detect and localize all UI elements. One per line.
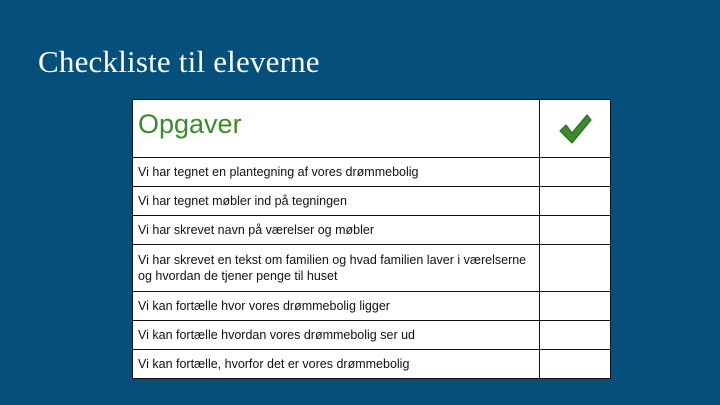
table-row xyxy=(133,350,611,379)
table-header-row xyxy=(133,100,611,158)
checkmark-icon xyxy=(557,112,593,146)
header-check-cell xyxy=(540,100,611,158)
table-row xyxy=(133,158,611,187)
task-label: Vi har tegnet møbler ind på tegningen xyxy=(133,187,540,216)
slide-title: Checkliste til eleverne xyxy=(38,44,320,79)
task-label: Vi har skrevet en tekst om familien og hvad familien laver i værelserne og hvordan de tjener penge til huset xyxy=(133,245,540,292)
table-row xyxy=(133,321,611,350)
checklist-table xyxy=(132,99,611,379)
check-cell[interactable] xyxy=(540,350,611,379)
check-cell[interactable] xyxy=(540,158,611,187)
task-label: Vi har tegnet en plantegning af vores drømmebolig xyxy=(133,158,540,187)
check-cell[interactable] xyxy=(540,292,611,321)
check-cell[interactable] xyxy=(540,245,611,292)
header-label: Opgaver xyxy=(133,100,540,158)
table-row xyxy=(133,187,611,216)
table-row xyxy=(133,292,611,321)
table-row xyxy=(133,216,611,245)
task-label: Vi kan fortælle hvor vores drømmebolig ligger xyxy=(133,292,540,321)
task-label: Vi kan fortælle, hvorfor det er vores drømmebolig xyxy=(133,350,540,379)
table-row xyxy=(133,245,611,292)
task-label: Vi har skrevet navn på værelser og møbler xyxy=(133,216,540,245)
task-label: Vi kan fortælle hvordan vores drømmebolig ser ud xyxy=(133,321,540,350)
check-cell[interactable] xyxy=(540,216,611,245)
check-cell[interactable] xyxy=(540,321,611,350)
check-cell[interactable] xyxy=(540,187,611,216)
